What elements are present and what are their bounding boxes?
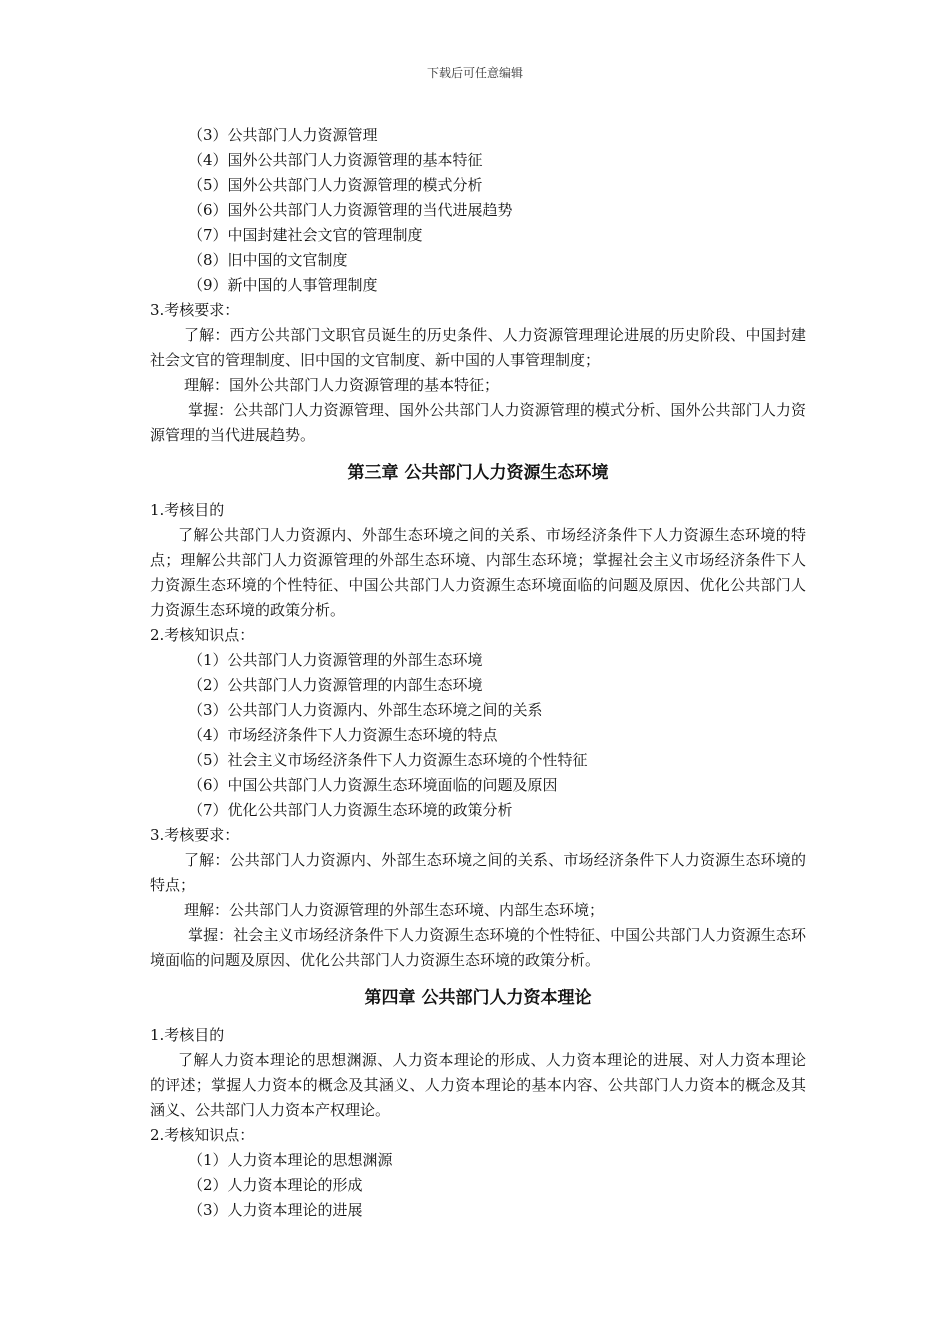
chapter-4 — [150, 973, 806, 1223]
list-item: （4）市场经济条件下人力资源生态环境的特点 — [188, 726, 498, 744]
list-item: （3）公共部门人力资源管理 — [188, 126, 378, 144]
requirement-know: 了解：公共部门人力资源内、外部生态环境之间的关系、市场经济条件下人力资源生态环境的特点； — [150, 851, 806, 894]
list-item: （7）中国封建社会文官的管理制度 — [188, 226, 423, 244]
goal-heading: 1.考核目的 — [150, 501, 225, 519]
points-heading: 2.考核知识点： — [150, 626, 255, 644]
requirement-master: 掌握：社会主义市场经济条件下人力资源生态环境的个性特征、中国公共部门人力资源生态环境面临的问题及原因、优化公共部门人力资源生态环境的政策分析。 — [150, 926, 806, 969]
goal-heading: 1.考核目的 — [150, 1026, 225, 1044]
chapter-title: 第三章 公共部门人力资源生态环境 — [347, 463, 609, 483]
list-item: （2）公共部门人力资源管理的内部生态环境 — [188, 676, 483, 694]
requirement-understand: 理解：公共部门人力资源管理的外部生态环境、内部生态环境； — [184, 901, 605, 919]
list-item: （5）国外公共部门人力资源管理的模式分析 — [188, 176, 483, 194]
list-item: （4）国外公共部门人力资源管理的基本特征 — [188, 151, 483, 169]
list-item: （6）中国公共部门人力资源生态环境面临的问题及原因 — [188, 776, 558, 794]
list-item: （9）新中国的人事管理制度 — [188, 276, 378, 294]
requirements-heading: 3.考核要求： — [150, 826, 240, 844]
page-header: 下载后可任意编辑 — [426, 66, 523, 80]
chapter-2-tail — [150, 123, 806, 448]
list-item: （3）公共部门人力资源内、外部生态环境之间的关系 — [188, 701, 543, 719]
points-heading: 2.考核知识点： — [150, 1126, 255, 1144]
list-item: （6）国外公共部门人力资源管理的当代进展趋势 — [188, 201, 513, 219]
goal-text: 了解人力资本理论的思想渊源、人力资本理论的形成、人力资本理论的进展、对人力资本理论的评述；掌握人力资本的概念及其涵义、人力资本理论的基本内容、公共部门人力资本的概念及其涵义、公共部门人力资本产权理论。 — [150, 1051, 806, 1119]
requirements-heading: 3.考核要求： — [150, 301, 240, 319]
list-item: （1）人力资本理论的思想渊源 — [188, 1151, 393, 1169]
requirement-understand: 理解：国外公共部门人力资源管理的基本特征； — [184, 376, 500, 394]
list-item: （7）优化公共部门人力资源生态环境的政策分析 — [188, 801, 513, 819]
chapter-3 — [150, 448, 806, 973]
list-item: （1）公共部门人力资源管理的外部生态环境 — [188, 651, 483, 669]
requirement-know: 了解：西方公共部门文职官员诞生的历史条件、人力资源管理理论进展的历史阶段、中国封建社会文官的管理制度、旧中国的文官制度、新中国的人事管理制度； — [150, 326, 806, 369]
list-item: （8）旧中国的文官制度 — [188, 251, 348, 269]
requirement-master: 掌握：公共部门人力资源管理、国外公共部门人力资源管理的模式分析、国外公共部门人力资源管理的当代进展趋势。 — [150, 401, 806, 444]
document-body — [150, 123, 806, 1223]
chapter-title: 第四章 公共部门人力资本理论 — [364, 988, 592, 1008]
list-item: （3）人力资本理论的进展 — [188, 1201, 363, 1219]
list-item: （2）人力资本理论的形成 — [188, 1176, 363, 1194]
list-item: （5）社会主义市场经济条件下人力资源生态环境的个性特征 — [188, 751, 588, 769]
goal-text: 了解公共部门人力资源内、外部生态环境之间的关系、市场经济条件下人力资源生态环境的特点；理解公共部门人力资源管理的外部生态环境、内部生态环境；掌握社会主义市场经济条件下人力资源生态环境的个性特征、中国公共部门人力资源生态环境面临的问题及原因、优化公共部门人力资源生态环境的政策分析。 — [150, 526, 806, 619]
